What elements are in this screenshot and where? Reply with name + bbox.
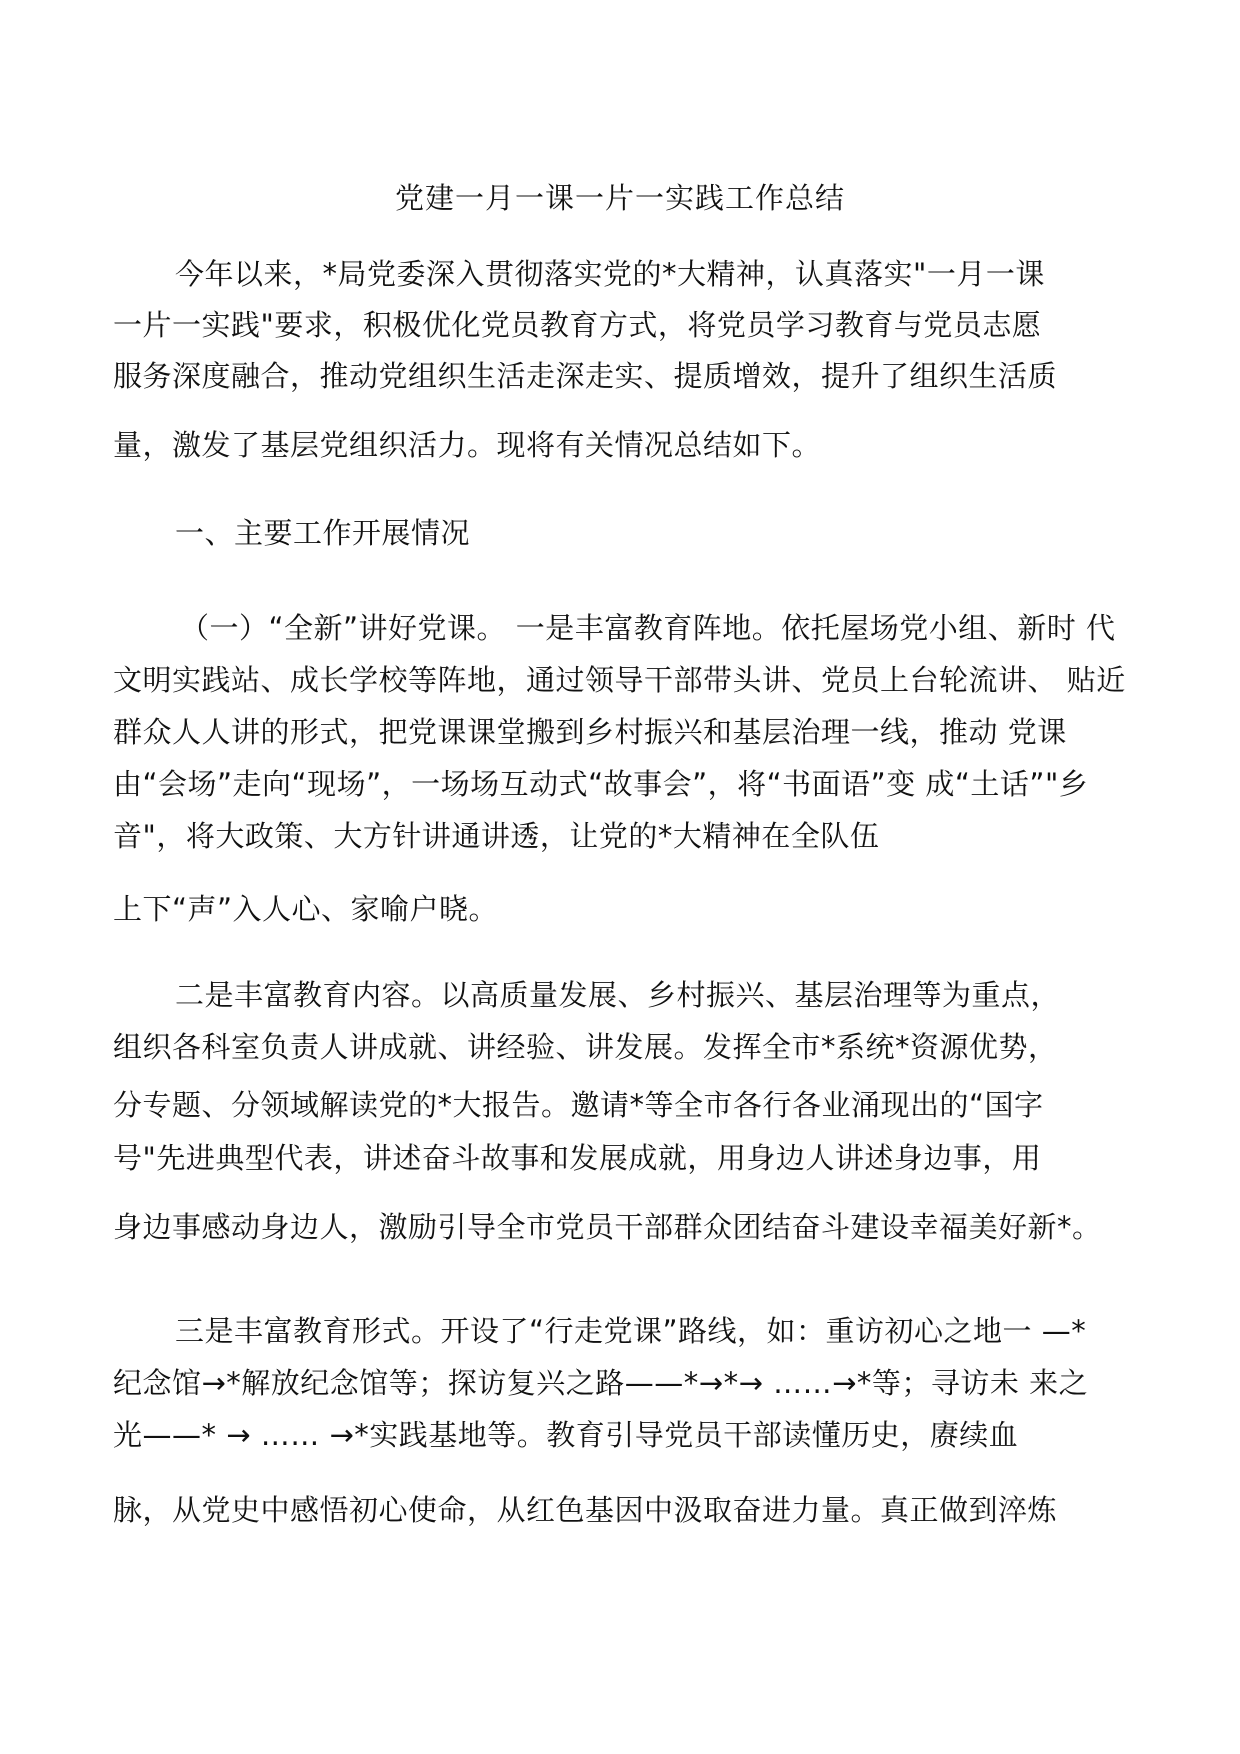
paragraph-line: 今年以来，*局党委深入贯彻落实党的*大精神，认真落实"一月一课 [175,257,1045,291]
paragraph-line: 三是丰富教育形式。开设了“行走党课”路线，如：重访初心之地一 —* [175,1314,1087,1348]
paragraph-line: 脉，从党史中感悟初心使命，从红色基因中汲取奋进力量。真正做到淬炼 [113,1493,1058,1527]
paragraph-line: 文明实践站、成长学校等阵地，通过领导干部带头讲、党员上台轮流讲、 贴近 [113,663,1126,697]
paragraph-line: 群众人人讲的形式，把党课课堂搬到乡村振兴和基层治理一线，推动 党课 [113,715,1067,749]
paragraph-line: 量，激发了基层党组织活力。现将有关情况总结如下。 [113,428,822,462]
document-title: 党建一月一课一片一实践工作总结 [394,181,845,215]
paragraph-line: 音"，将大政策、大方针讲通讲透，让党的*大精神在全队伍 [113,819,880,853]
paragraph-line: 二是丰富教育内容。以高质量发展、乡村振兴、基层治理等为重点， [175,978,1061,1012]
paragraph-line: 身边事感动身边人，激励引导全市党员干部群众团结奋斗建设幸福美好新*。 [113,1210,1102,1244]
paragraph-line: 组织各科室负责人讲成就、讲经验、讲发展。发挥全市*系统*资源优势， [113,1030,1058,1064]
section-heading: 一、主要工作开展情况 [175,516,471,550]
paragraph-line: 分专题、分领域解读党的*大报告。邀请*等全市各行各业涌现出的“国字 [113,1088,1044,1122]
paragraph-line: 由“会场”走向“现场”，一场场互动式“故事会”，将“书面语”变 成“土话”"乡 [113,767,1089,801]
paragraph-line: 服务深度融合，推动党组织生活走深走实、提质增效，提升了组织生活质 [113,359,1058,393]
paragraph-line: 光——* → …… →*实践基地等。教育引导党员干部读懂历史，赓续血 [113,1418,1019,1452]
paragraph-line: 纪念馆→*解放纪念馆等；探访复兴之路——*→*→ ……→*等；寻访未 来之 [113,1366,1089,1400]
paragraph-line: 一片一实践"要求，积极优化党员教育方式，将党员学习教育与党员志愿 [113,308,1042,342]
paragraph-line: （一）“全新”讲好党课。 一是丰富教育阵地。依托屋场党小组、新时 代 [180,611,1116,645]
paragraph-line: 号"先进典型代表，讲述奋斗故事和发展成就，用身边人讲述身边事，用 [113,1141,1042,1175]
paragraph-line: 上下“声”入人心、家喻户晓。 [113,892,499,926]
